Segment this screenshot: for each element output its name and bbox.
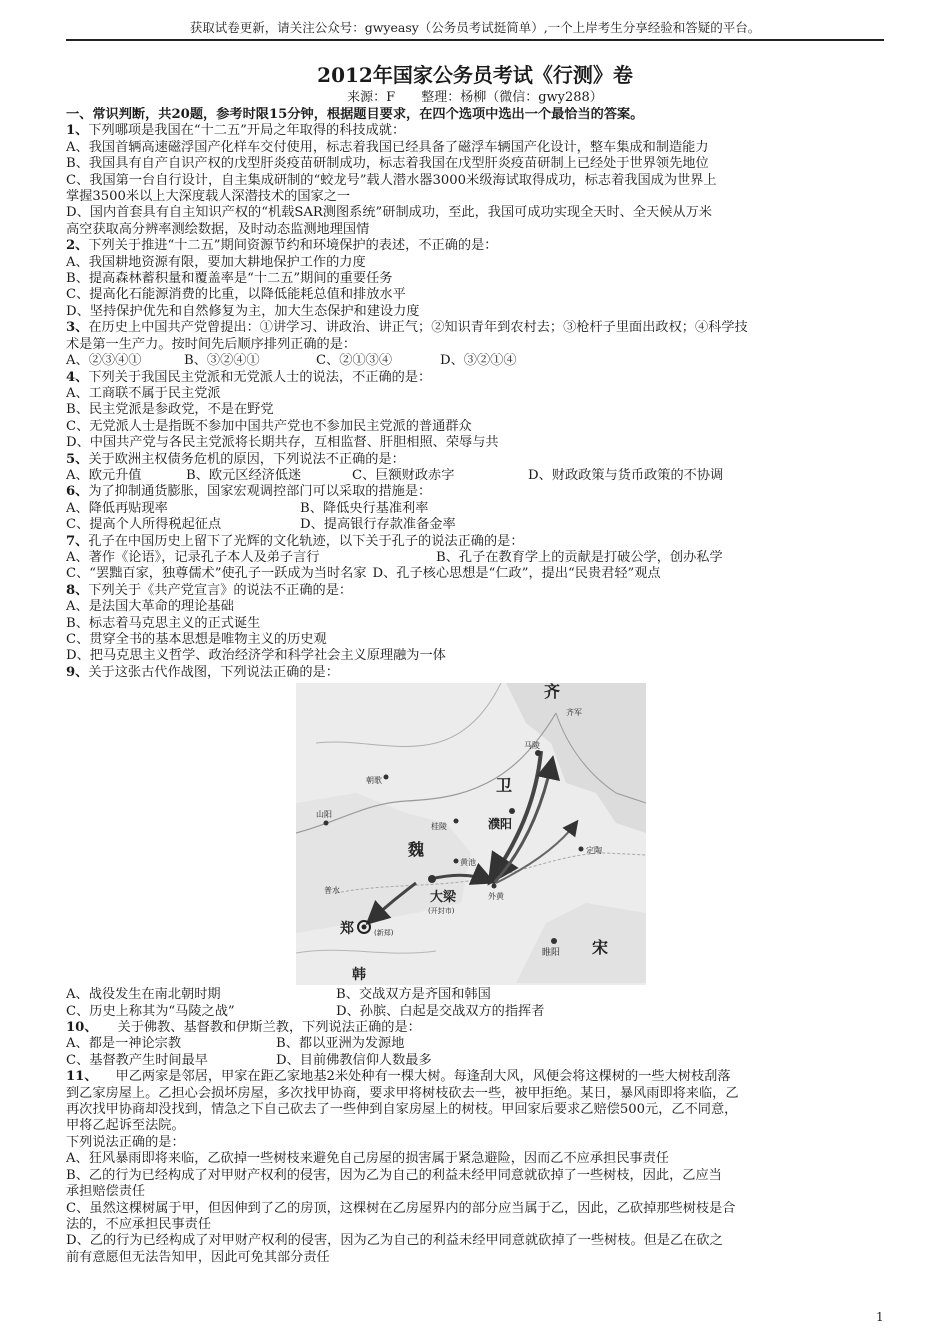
q8-option-d: D、把马克思主义哲学、政治经济学和科学社会主义原理融为一体 (66, 648, 446, 664)
question-text: 孔子在中国历史上留下了光辉的文化轨迹，以下关于孔子的说法正确的是： (88, 533, 524, 549)
question-number: 11、 (66, 1069, 98, 1085)
q9-options-row2 (66, 1004, 884, 1020)
section-heading: 一、常识判断，共20题，参考时限15分钟，根据题目要求，在四个选项中选出一个最恰当的答案。 (66, 107, 644, 122)
q9-option-a: A、战役发生在南北朝时期 (66, 987, 221, 1003)
question-4-stem (66, 370, 884, 386)
q11-text-line: 甲将乙起诉至法院。 (66, 1118, 185, 1134)
question-number: 10、 (66, 1020, 98, 1036)
q3-option-c: C、②①③④ (316, 353, 393, 369)
question-text: 关于欧洲主权债务危机的原因，下列说法不正确的是： (88, 451, 405, 467)
q10-option-d: D、目前佛教信仰人数最多 (276, 1052, 432, 1068)
page-title: 2012年国家公务员考试《行测》卷 (317, 63, 633, 87)
header-divider (66, 39, 884, 41)
question-number: 3、 (66, 320, 89, 336)
q6-option-a: A、降低再贴现率 (66, 500, 168, 516)
label-maling: 马陵 (524, 741, 540, 751)
q4-option-d: D、中国共产党与各民主党派将长期共存，互相监督、肝胆相照、荣辱与共 (66, 435, 499, 451)
suiyang-dot (551, 938, 557, 944)
q1-option-b: B、我国具有自产自识产权的戊型肝炎疫苗研制成功，标志着我国在戊型肝炎疫苗研制上已经处于世界领先地位 (66, 156, 709, 172)
q10-option-c: C、基督教产生时间最早 (66, 1052, 208, 1068)
guiling-dot (454, 819, 459, 824)
question-8-stem (66, 583, 884, 599)
q4-option-c: C、无党派人士是指既不参加中国共产党也不参加民主党派的普通群众 (66, 418, 472, 434)
question-text: 下列关于《共产党宣言》的说法不正确的是： (88, 582, 353, 598)
q6-options-row1 (66, 501, 884, 517)
label-wei-state: 卫 (496, 776, 513, 796)
question-11-stem (66, 1069, 884, 1085)
q6-option-b: B、降低央行基准利率 (300, 500, 429, 516)
q8-option-b: B、标志着马克思主义的正式诞生 (66, 615, 261, 631)
label-guiling: 桂陵 (431, 822, 447, 832)
q7-option-b: B、孔子在教育学上的贡献是打破公学，创办私学 (436, 549, 723, 565)
question-number: 4、 (66, 369, 89, 385)
question-number: 9、 (66, 664, 89, 680)
question-10-stem (66, 1020, 884, 1036)
q6-option-d: D、提高银行存款准备金率 (300, 517, 456, 533)
q9-option-b: B、交战双方是齐国和韩国 (336, 987, 491, 1003)
puyang-dot (509, 808, 515, 814)
q3-options (66, 353, 884, 369)
question-number: 1、 (66, 123, 89, 139)
q11-option-a: A、狂风暴雨即将来临，乙砍掉一些树枝来避免自己房屋的损害属于紧急避险，因而乙不应承担民事责任 (66, 1151, 669, 1167)
q5-option-c: C、巨额财政赤字 (352, 467, 455, 483)
question-7-stem (66, 534, 884, 550)
q11-option-b-cont: 承担赔偿责任 (66, 1184, 146, 1200)
question-text: 下列哪项是我国在“十二五”开局之年取得的科技成就： (88, 123, 406, 139)
question-6-stem (66, 484, 884, 500)
label-xinzheng: (新郑) (374, 929, 394, 938)
chaoge-dot (384, 775, 389, 780)
question-text: 关于佛教、基督教和伊斯兰教，下列说法正确的是： (117, 1020, 421, 1036)
question-3-stem-cont: 术是第一生产力。按时间先后顺序排列正确的是： (66, 336, 357, 352)
source-line: 来源：F 整理：杨柳（微信：gwy288） (347, 90, 603, 105)
label-daliang: 大梁 (430, 890, 457, 906)
label-chaoge: 朝歌 (366, 776, 382, 786)
question-3-stem (66, 320, 884, 336)
q1-option-c: C、我国第一台自行设计，自主集成研制的“蛟龙号”载人潜水器3000米级海试取得成功，标志着我国成为世界上 (66, 172, 717, 188)
question-number: 8、 (66, 582, 89, 598)
daliang-dot (428, 875, 436, 883)
q1-option-a: A、我国首辆高速磁浮国产化样车交付使用，标志着我国已经具备了磁浮车辆国产化设计，整车集成和制造能力 (66, 139, 709, 155)
label-qi: 齐 (544, 683, 561, 702)
q11-text-line: 再次找甲协商却没找到，情急之下自己砍去了一些伸到自家房屋上的树枝。甲回家后要求乙赔偿500元，乙不同意， (66, 1102, 738, 1118)
dingtao-dot (579, 847, 584, 852)
label-shanyang: 山阳 (316, 810, 332, 820)
question-9-stem (66, 665, 884, 681)
q1-option-d-cont: 高空获取高分辨率测绘数据，及时动态监测地理国情 (66, 221, 370, 237)
question-number: 6、 (66, 484, 89, 500)
label-han: 韩 (352, 967, 366, 984)
q4-option-b: B、民主党派是参政党，不是在野党 (66, 402, 274, 418)
question-text: 下列关于我国民主党派和无党派人士的说法，不正确的是： (88, 369, 432, 385)
q11-prompt: 下列说法正确的是： (66, 1134, 185, 1150)
header-notice: 获取试卷更新，请关注公众号：gwyeasy（公务员考试挺简单）,一个上岸考生分享经验和答疑的平台。 (189, 20, 761, 35)
label-wei-kingdom: 魏 (408, 840, 425, 860)
battle-map (296, 683, 646, 985)
q5-option-d: D、财政政策与货币政策的不协调 (528, 467, 724, 483)
q7-option-c: C、“罢黜百家，独尊儒术”使孔子一跃成为当时名家 (66, 566, 367, 582)
q3-option-b: B、③②④① (184, 353, 260, 369)
shanyang-dot (324, 821, 329, 826)
question-number: 7、 (66, 533, 89, 549)
label-waihuang: 外黄 (488, 892, 504, 902)
q2-option-a: A、我国耕地资源有限，要加大耕地保护工作的力度 (66, 254, 366, 270)
label-qi-army: 齐军 (566, 708, 582, 718)
question-text: 在历史上中国共产党曾提出：①讲学习、讲政治、讲正气；②知识青年到农村去；③枪杆子里面出政权；④科学技 (88, 320, 748, 336)
q5-option-b: B、欧元区经济低迷 (186, 467, 302, 483)
q4-option-a: A、工商联不属于民主党派 (66, 385, 221, 401)
q11-option-c: C、虽然这棵树属于甲，但因伸到了乙的房顶，这棵树在乙房屋界内的部分应当属于乙，因此，乙砍掉那些树枝是合 (66, 1200, 736, 1216)
exam-content (66, 107, 884, 1266)
label-suiyang: 睢阳 (542, 948, 561, 959)
q10-option-b: B、都以亚洲为发源地 (276, 1036, 405, 1052)
label-puyang: 濮阳 (488, 817, 513, 832)
battle-map-svg (296, 683, 646, 985)
label-kaifeng: (开封市) (428, 907, 455, 916)
q9-option-c: C、历史上称其为“马陵之战” (66, 1003, 235, 1019)
q2-option-d: D、坚持保护优先和自然修复为主，加大生态保护和建设力度 (66, 303, 420, 319)
q11-option-b: B、乙的行为已经构成了对甲财产权利的侵害，因为乙为自己的利益未经甲同意就砍掉了一些树枝，因此，乙应当 (66, 1167, 722, 1183)
q5-option-a: A、欧元升值 (66, 467, 142, 483)
zheng-dot (362, 925, 367, 930)
maling-dot (535, 750, 541, 756)
q7-option-d: D、孔子核心思想是“仁政”，提出“民贵君轻”观点 (372, 566, 661, 582)
q10-options-row1 (66, 1036, 884, 1052)
label-zheng: 郑 (340, 921, 354, 938)
q10-option-a: A、都是一神论宗教 (66, 1036, 182, 1052)
q3-option-a: A、②③④① (66, 353, 142, 369)
question-text: 下列关于推进“十二五”期间资源节约和环境保护的表述，不正确的是： (88, 238, 498, 254)
label-song: 宋 (592, 938, 609, 958)
q10-options-row2 (66, 1053, 884, 1069)
q2-option-c: C、提高化石能源消费的比重，以降低能耗总值和排放水平 (66, 287, 406, 303)
q6-options-row2 (66, 517, 884, 533)
q9-option-d: D、孙膑、白起是交战双方的指挥者 (336, 1003, 545, 1019)
q11-text-line: 到乙家房屋上。乙担心会损坏房屋，多次找甲协商，要求甲将树枝砍去一些，被甲拒绝。某日，暴风雨即将来临，乙 (66, 1085, 739, 1101)
q11-option-c-cont: 法的，不应承担民事责任 (66, 1216, 212, 1232)
q11-option-d-cont: 前有意愿但无法告知甲，因此可免其部分责任 (66, 1249, 330, 1265)
question-1-stem (66, 123, 884, 139)
question-text: 为了抑制通货膨胀，国家宏观调控部门可以采取的措施是： (88, 484, 432, 500)
q3-option-d: D、③②①④ (440, 353, 517, 369)
q7-options-row2 (66, 566, 884, 582)
question-2-stem (66, 238, 884, 254)
q6-option-c: C、提高个人所得税起征点 (66, 517, 222, 533)
label-huangchi: 黄池 (460, 858, 476, 868)
q8-option-a: A、是法国大革命的理论基础 (66, 599, 234, 615)
question-number: 2、 (66, 238, 89, 254)
huangchi-dot (454, 859, 459, 864)
label-pushui: 普水 (324, 886, 340, 896)
waihuang-dot (492, 884, 497, 889)
q5-options (66, 468, 884, 484)
page-number: 1 (876, 1310, 884, 1324)
label-dingtao: 定陶 (586, 846, 602, 856)
q9-options-row1 (66, 987, 884, 1003)
question-text: 甲乙两家是邻居，甲家在距乙家地基2米处种有一棵大树。每逢刮大风，风便会将这棵树的一些大树枝刮落 (115, 1069, 731, 1085)
q2-option-b: B、提高森林蓄积量和覆盖率是“十二五”期间的重要任务 (66, 271, 393, 287)
q1-option-d: D、国内首套具有自主知识产权的“机载SAR测图系统”研制成功，至此，我国可成功实现全天时、全天候从万米 (66, 205, 712, 221)
q7-option-a: A、著作《论语》，记录孔子本人及弟子言行 (66, 549, 320, 565)
q8-option-c: C、贯穿全书的基本思想是唯物主义的历史观 (66, 632, 327, 647)
q7-options-row1 (66, 550, 884, 566)
question-5-stem (66, 452, 884, 468)
question-text: 关于这张古代作战图，下列说法正确的是： (88, 664, 339, 680)
q11-option-d: D、乙的行为已经构成了对甲财产权利的侵害，因为乙为自己的利益未经甲同意就砍掉了一些树枝。但是乙在砍之 (66, 1233, 723, 1249)
question-number: 5、 (66, 451, 89, 467)
q1-option-c-cont: 掌握3500米以上大深度载人深潜技术的国家之一 (66, 189, 351, 205)
